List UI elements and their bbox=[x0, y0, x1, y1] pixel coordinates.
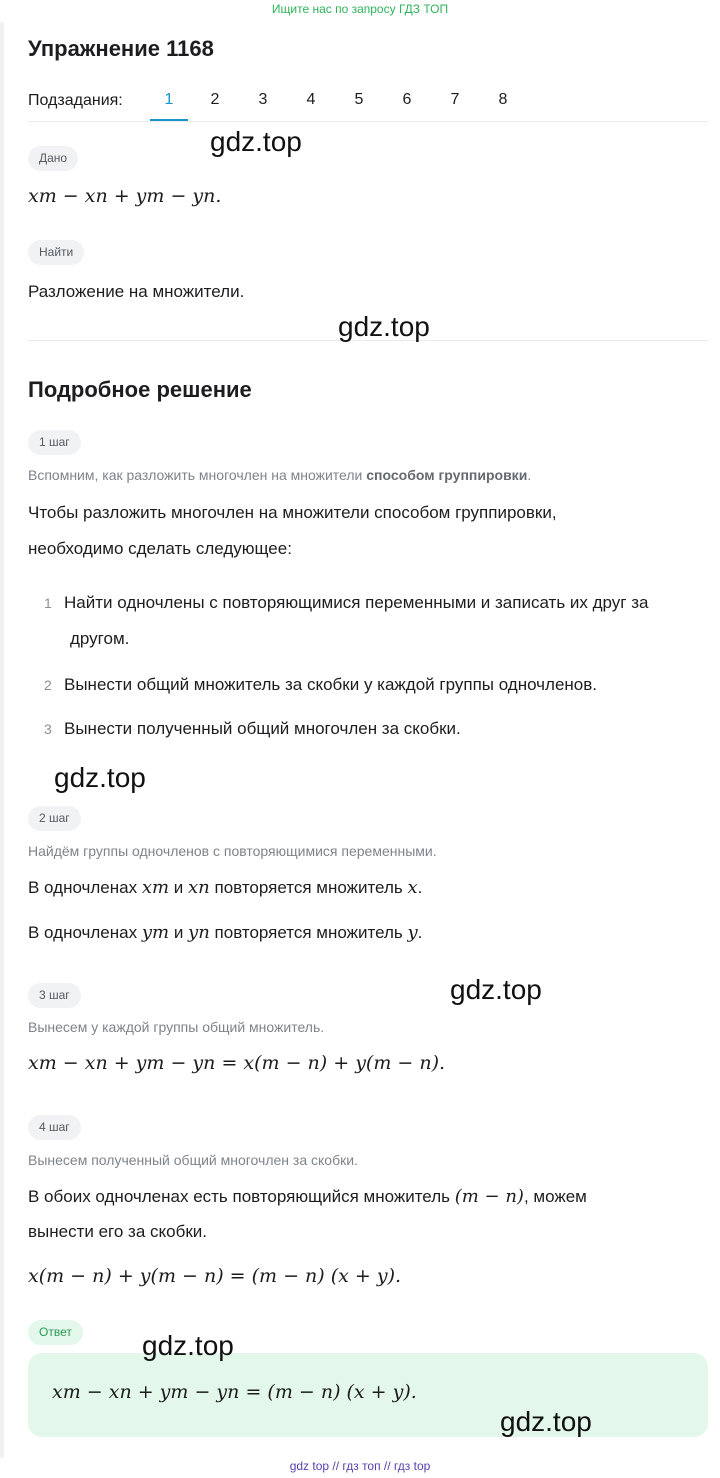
step-3-badge: 3 шаг bbox=[28, 983, 81, 1008]
list-item-text: Найти одночлены с повторяющимися переменными и записать их друг за bbox=[64, 593, 649, 612]
tab-subtask-8[interactable]: 8 bbox=[498, 91, 508, 108]
list-item-text: Вынести общий множитель за скобки у каждой группы одночленов. bbox=[64, 675, 598, 694]
list-item-text-continued: другом. bbox=[70, 629, 130, 648]
watermark: gdz.top bbox=[338, 311, 430, 342]
watermark: gdz.top bbox=[450, 974, 542, 1005]
list-item-text: Вынести полученный общий многочлен за скобки. bbox=[64, 719, 461, 738]
step-1-badge: 1 шаг bbox=[28, 430, 81, 455]
list-item-number: 3 bbox=[44, 721, 52, 737]
answer-box bbox=[28, 1353, 708, 1437]
tab-subtask-5[interactable]: 5 bbox=[354, 91, 364, 108]
footer-links[interactable]: gdz top // гдз топ // гдз top bbox=[289, 1459, 431, 1473]
watermark: gdz.top bbox=[54, 762, 146, 793]
step-4-line-2: вынести его за скобки. bbox=[28, 1222, 208, 1241]
tab-subtask-7[interactable]: 7 bbox=[450, 91, 460, 108]
page-title: Упражнение 1168 bbox=[28, 36, 214, 61]
list-item-number: 1 bbox=[44, 595, 52, 611]
given-expression: xm − xn + ym − yn. bbox=[28, 185, 222, 207]
step-4-line-1: В обоих одночленах есть повторяющийся множитель (m − n), можем bbox=[28, 1186, 587, 1207]
step-4-hint: Вынесем полученный общий многочлен за скобки. bbox=[28, 1152, 358, 1168]
step-2-line-1: В одночленах xm и xn повторяется множитель x. bbox=[28, 877, 423, 898]
tab-subtask-1[interactable]: 1 bbox=[164, 91, 174, 108]
tab-subtask-2[interactable]: 2 bbox=[210, 91, 220, 108]
step-2-badge: 2 шаг bbox=[28, 806, 81, 831]
active-tab-indicator bbox=[150, 119, 188, 121]
tab-subtask-3[interactable]: 3 bbox=[258, 91, 268, 108]
step-2-hint: Найдём группы одночленов с повторяющимися переменными. bbox=[28, 843, 437, 859]
given-badge: Дано bbox=[28, 146, 78, 171]
list-item-number: 2 bbox=[44, 677, 52, 693]
subtasks-label: Подзадания: bbox=[28, 92, 123, 109]
step-2-line-2: В одночленах ym и yn повторяется множитель y. bbox=[28, 922, 423, 943]
tab-subtask-4[interactable]: 4 bbox=[306, 91, 316, 108]
answer-expression: xm − xn + ym − yn = (m − n) (x + y). bbox=[52, 1381, 417, 1403]
subtasks-tabs bbox=[28, 88, 708, 122]
step-1-hint: Вспомним, как разложить многочлен на множители способом группировки. bbox=[28, 467, 532, 483]
watermark: gdz.top bbox=[210, 126, 302, 157]
step-4-badge: 4 шаг bbox=[28, 1115, 81, 1140]
solution-title: Подробное решение bbox=[28, 377, 252, 402]
tab-subtask-6[interactable]: 6 bbox=[402, 91, 412, 108]
step-3-expression: xm − xn + ym − yn = x(m − n) + y(m − n). bbox=[28, 1052, 446, 1074]
watermark: gdz.top bbox=[142, 1330, 234, 1361]
search-banner[interactable]: Ищите нас по запросу ГДЗ ТОП bbox=[271, 2, 449, 16]
watermark: gdz.top bbox=[500, 1406, 592, 1437]
step-1-text-line-1: Чтобы разложить многочлен на множители способом группировки, bbox=[28, 503, 557, 522]
find-badge: Найти bbox=[28, 240, 84, 265]
step-3-hint: Вынесем у каждой группы общий множитель. bbox=[28, 1019, 325, 1035]
step-4-expression: x(m − n) + y(m − n) = (m − n) (x + y). bbox=[28, 1265, 402, 1287]
answer-badge: Ответ bbox=[28, 1320, 83, 1345]
step-1-text-line-2: необходимо сделать следующее: bbox=[28, 539, 292, 558]
left-edge-rule bbox=[0, 22, 4, 1458]
find-text: Разложение на множители. bbox=[28, 282, 245, 301]
